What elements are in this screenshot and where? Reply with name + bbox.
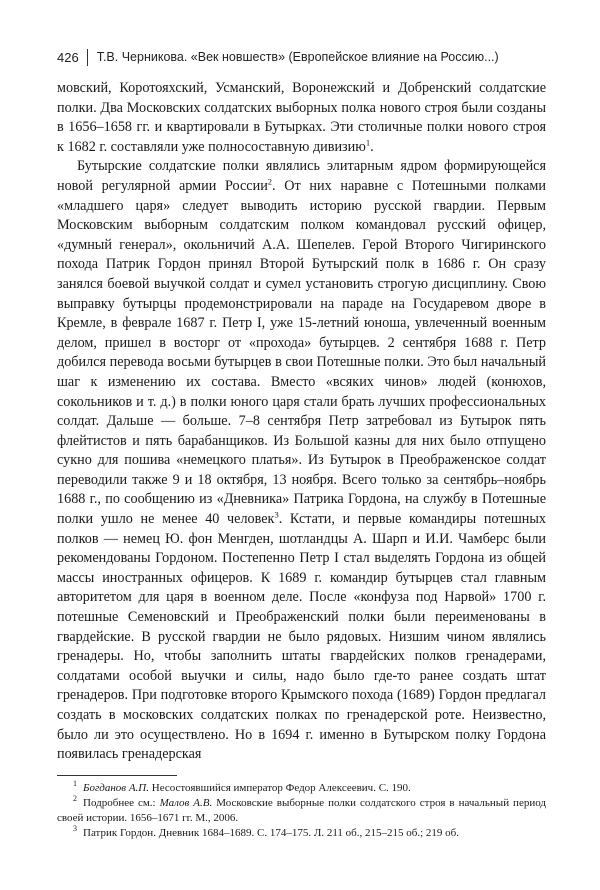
footnote-ref-3[interactable]: 3 bbox=[274, 509, 279, 520]
paragraph-2 bbox=[57, 157, 546, 764]
paragraph-1-text: мовский, Коротояхский, Усманский, Воронежский и Добренский солдатские полки. Два Московских солдатских выборных полка нового строя были созданы в 1656–1658 гг. и квартировали в Бутырках. Эти столичные полки нового строя к 1682 г. составляли уже полносоставную дивизию bbox=[57, 80, 546, 155]
footnote-3-number: 3 bbox=[73, 824, 77, 834]
main-text bbox=[57, 79, 546, 765]
paragraph-2-segment-1: Бутырские солдатские полки являлись элитарным ядром формирующейся новой регулярной армии России bbox=[57, 158, 546, 194]
footnotes bbox=[57, 781, 546, 841]
footnote-2-number: 2 bbox=[73, 794, 77, 804]
footnote-2-prefix: Подробнее см.: bbox=[83, 797, 160, 809]
footnote-3 bbox=[57, 826, 546, 841]
paragraph-1 bbox=[57, 79, 546, 157]
header-separator bbox=[87, 49, 88, 66]
footnote-2-text: Московские выборные полки солдатского строя в начальный период своей истории. 1656–1671 гг. М., 2006. bbox=[57, 797, 546, 824]
footnote-2 bbox=[57, 796, 546, 826]
footnote-1 bbox=[57, 781, 546, 796]
footnote-2-author: Малов А.В. bbox=[159, 797, 213, 809]
footnote-1-author: Богданов А.П. bbox=[83, 782, 149, 794]
footnote-1-number: 1 bbox=[73, 779, 77, 789]
page-number: 426 bbox=[57, 49, 79, 65]
footnote-3-text: Патрик Гордон. Дневник 1684–1689. С. 174–175. Л. 211 об., 215–215 об.; 219 об. bbox=[83, 827, 460, 839]
paragraph-2-segment-3: . Кстати, и первые командиры потешных полков — немец Ю. фон Менгден, шотландцы А. Шарп и И.И. Чамберс были рекомендованы Гордоном. Постепенно Петр I стал выделять Гордона из общей массы иностранных офицеров. К 1689 г. командир бутырцев стал главным авторитетом для царя в военном деле. После «конфуза под Нарвой» 1700 г. потешные Семеновский и Преображенский полки были переименованы в гвардейские. В русской гвардии не было рядовых. Низшим чином являлись гренадеры. Но, чтобы заполнить штаты гвардейских полков гренадерами, солдатами особой выучки и силы, надо было где-то ранее создать штат гренадеров. При подготовке второго Крымского похода (1689) Гордон предлагал создать в московских солдатских полках по гренадерской роте. Неизвестно, было ли это осуществлено. Но в 1694 г. именно в Бутырском полку Гордона появилась гренадерская bbox=[57, 511, 546, 763]
footnote-ref-1[interactable]: 1 bbox=[365, 137, 371, 148]
footnote-ref-2[interactable]: 2 bbox=[267, 176, 273, 187]
footnote-rule bbox=[57, 775, 177, 776]
footnote-1-text: Несостоявшийся император Федор Алексеевич. С. 190. bbox=[149, 782, 411, 794]
paragraph-2-segment-2: . От них наравне с Потешными полками «младшего царя» следует выводить историю русской гвардии. Первым Московским выборным солдатским полком командовал русский офицер, «думный генерал», окольничий А.А. Шепелев. Герой Второго Чигиринского похода Патрик Гордон принял Второй Бутырский полк в 1686 г. Он сразу занялся боевой выучкой солдат и сумел установить строгую дисциплину. Свою выправку бутырцы продемонстрировали на параде на Государевом дворе в Кремле, в феврале 1687 г. Петр I, уже 15-летний юноша, увлеченный военным делом, пришел в восторг от «прохода» бутырцев. 2 сентября 1688 г. Петр добился перевода восьми бутырцев в свои Потешные полки. Это был начальный шаг к изменению их состава. Вместо «всяких чинов» людей (конюхов, сокольников и т. д.) в полки юного царя стали брать лучших профессиональных солдат. Дальше — больше. 7–8 сентября Петр затребовал из Бутырок пять флейтистов и пять барабанщиков. Из Большой казны для них было отпущено сукно для пошива «немецкого платья». Из Бутырок в Преображенское солдат переводили также 9 и 18 октября, 13 ноября. Всего только за сентябрь–ноябрь 1688 г., по сообщению из «Дневника» Патрика Гордона, на службу в Потешные полки ушло не менее 40 человек bbox=[57, 177, 546, 528]
running-header bbox=[57, 46, 557, 68]
running-title: Т.В. Черникова. «Век новшеств» (Европейское влияние на Россию...) bbox=[96, 50, 499, 64]
paragraph-1-tail: . bbox=[370, 138, 374, 155]
